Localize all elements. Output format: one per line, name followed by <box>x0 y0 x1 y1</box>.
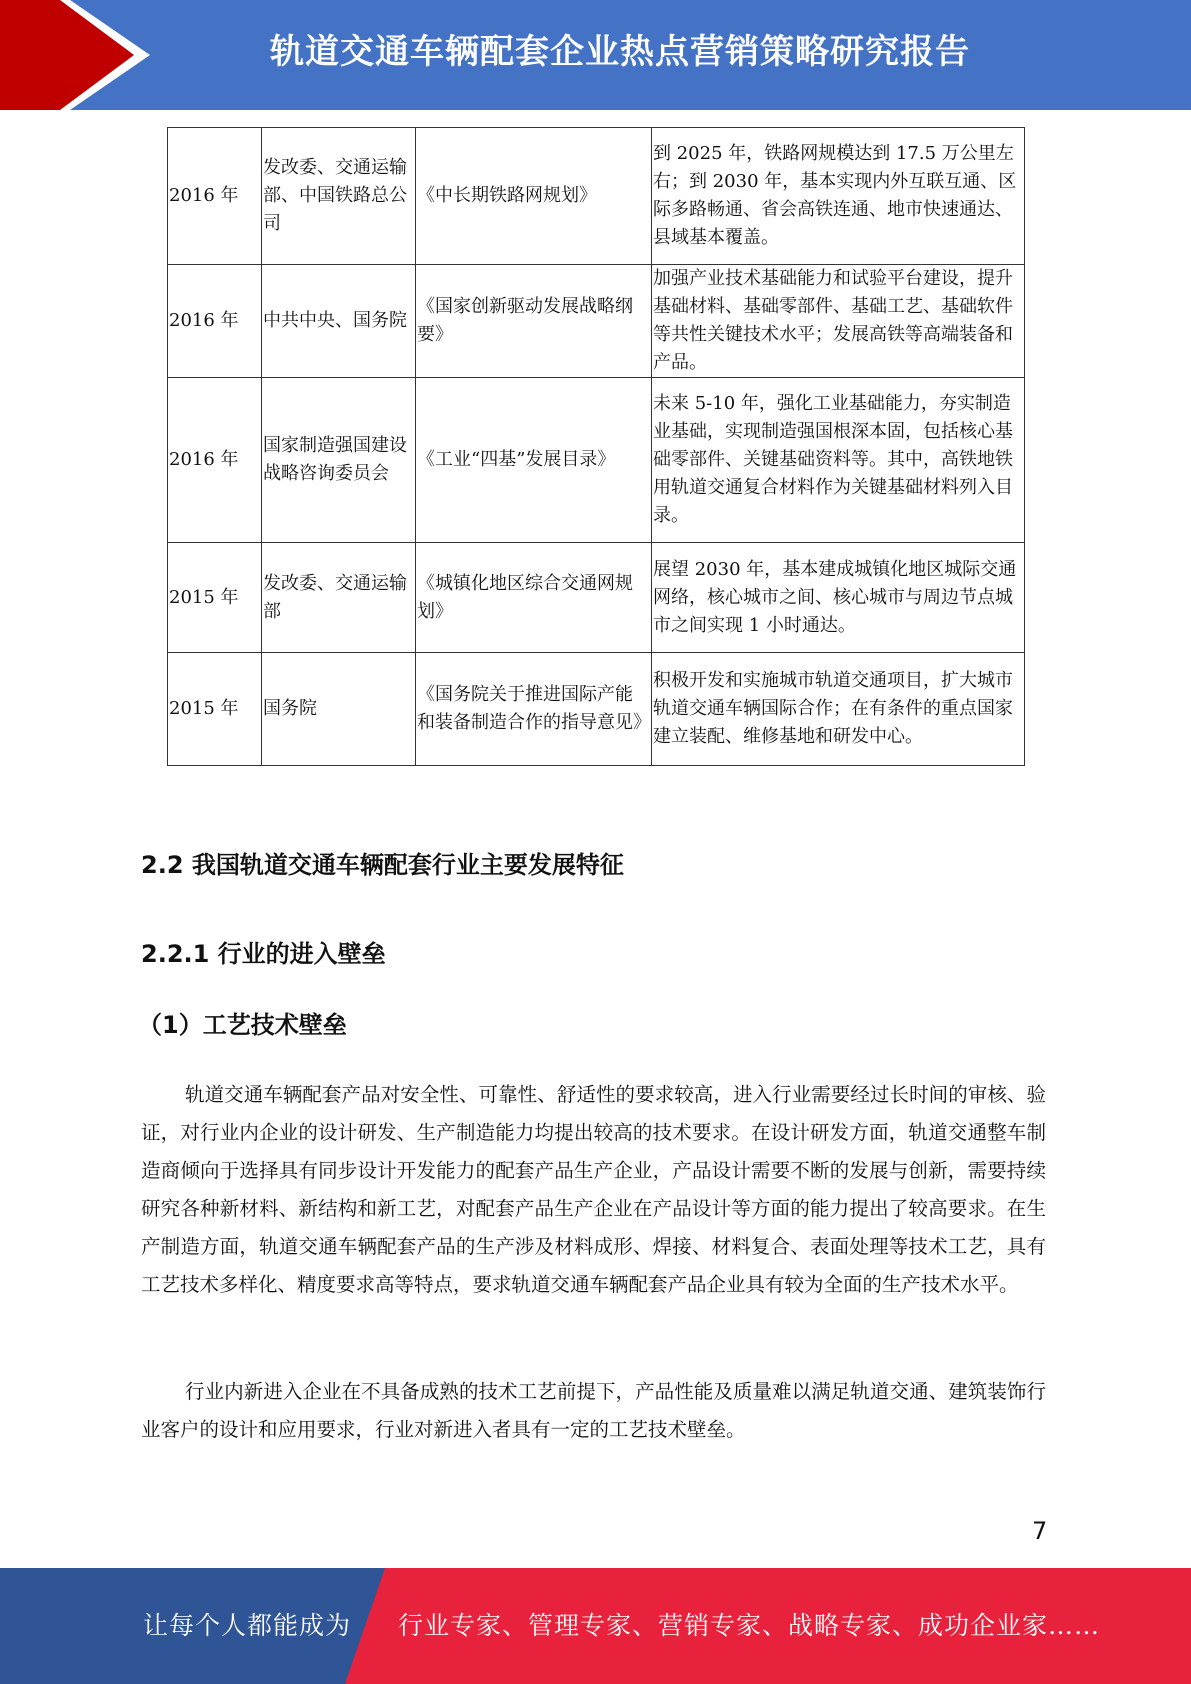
footer-slogan-right: 行业专家、管理专家、营销专家、战略专家、成功企业家…… <box>398 1611 1101 1640</box>
table-row <box>168 378 1025 543</box>
cell-year: 2015 年 <box>168 543 262 653</box>
table-row <box>168 265 1025 378</box>
cell-issuer: 国务院 <box>262 653 416 766</box>
subsection-heading-1: （1）工艺技术壁垒 <box>138 1011 347 1039</box>
page-number: 7 <box>1032 1517 1048 1545</box>
cell-issuer: 中共中央、国务院 <box>262 265 416 378</box>
cell-content: 到 2025 年，铁路网规模达到 17.5 万公里左右；到 2030 年，基本实现内外互联互通、区际多路畅通、省会高铁连通、地市快速通达、县域基本覆盖。 <box>652 128 1025 265</box>
cell-content: 未来 5-10 年，强化工业基础能力，夯实制造业基础，实现制造强国根深本固，包括核心基础零部件、关键基础资料等。其中，高铁地铁用轨道交通复合材料作为关键基础材料列入目录。 <box>652 378 1025 543</box>
cell-year: 2016 年 <box>168 265 262 378</box>
footer-slogan-left: 让每个人都能成为 <box>143 1611 352 1640</box>
body-paragraph: 轨道交通车辆配套产品对安全性、可靠性、舒适性的要求较高，进入行业需要经过长时间的审核、验证，对行业内企业的设计研发、生产制造能力均提出较高的技术要求。在设计研发方面，轨道交通整车制造商倾向于选择具有同步设计开发能力的配套产品生产企业，产品设计需要不断的发展与创新，需要持续研究各种新材料、新结构和新工艺，对配套产品生产企业在产品设计等方面的能力提出了较高要求。在生产制造方面，轨道交通车辆配套产品的生产涉及材料成形、焊接、材料复合、表面处理等技术工艺，具有工艺技术多样化、精度要求高等特点，要求轨道交通车辆配套产品企业具有较为全面的生产技术水平。 <box>141 1083 1046 1296</box>
cell-issuer: 发改委、交通运输部 <box>262 543 416 653</box>
cell-document: 《国家创新驱动发展战略纲要》 <box>416 265 652 378</box>
page-footer <box>0 1568 1191 1684</box>
cell-year: 2016 年 <box>168 128 262 265</box>
cell-year: 2016 年 <box>168 378 262 543</box>
cell-year: 2015 年 <box>168 653 262 766</box>
cell-document: 《中长期铁路网规划》 <box>416 128 652 265</box>
cell-document: 《工业“四基”发展目录》 <box>416 378 652 543</box>
cell-document: 《城镇化地区综合交通网规划》 <box>416 543 652 653</box>
cell-document: 《国务院关于推进国际产能和装备制造合作的指导意见》 <box>416 653 652 766</box>
cell-content: 展望 2030 年，基本建成城镇化地区城际交通网络，核心城市之间、核心城市与周边节点城市之间实现 1 小时通达。 <box>652 543 1025 653</box>
page-header <box>0 0 1191 110</box>
cell-issuer: 发改委、交通运输部、中国铁路总公司 <box>262 128 416 265</box>
cell-content: 加强产业技术基础能力和试验平台建设，提升基础材料、基础零部件、基础工艺、基础软件等共性关键技术水平；发展高铁等高端装备和产品。 <box>652 265 1025 378</box>
table-row <box>168 653 1025 766</box>
report-title: 轨道交通车辆配套企业热点营销策略研究报告 <box>270 32 970 72</box>
table-row <box>168 128 1025 265</box>
cell-issuer: 国家制造强国建设战略咨询委员会 <box>262 378 416 543</box>
policy-table <box>167 127 1025 766</box>
section-heading-2-2-1: 2.2.1 行业的进入壁垒 <box>141 940 386 968</box>
section-heading-2-2: 2.2 我国轨道交通车辆配套行业主要发展特征 <box>141 851 624 879</box>
table-row <box>168 543 1025 653</box>
cell-content: 积极开发和实施城市轨道交通项目，扩大城市轨道交通车辆国际合作；在有条件的重点国家建立装配、维修基地和研发中心。 <box>652 653 1025 766</box>
header-arrow-decoration <box>0 0 150 110</box>
body-paragraph: 行业内新进入企业在不具备成熟的技术工艺前提下，产品性能及质量难以满足轨道交通、建筑装饰行业客户的设计和应用要求，行业对新进入者具有一定的工艺技术壁垒。 <box>141 1380 1046 1441</box>
